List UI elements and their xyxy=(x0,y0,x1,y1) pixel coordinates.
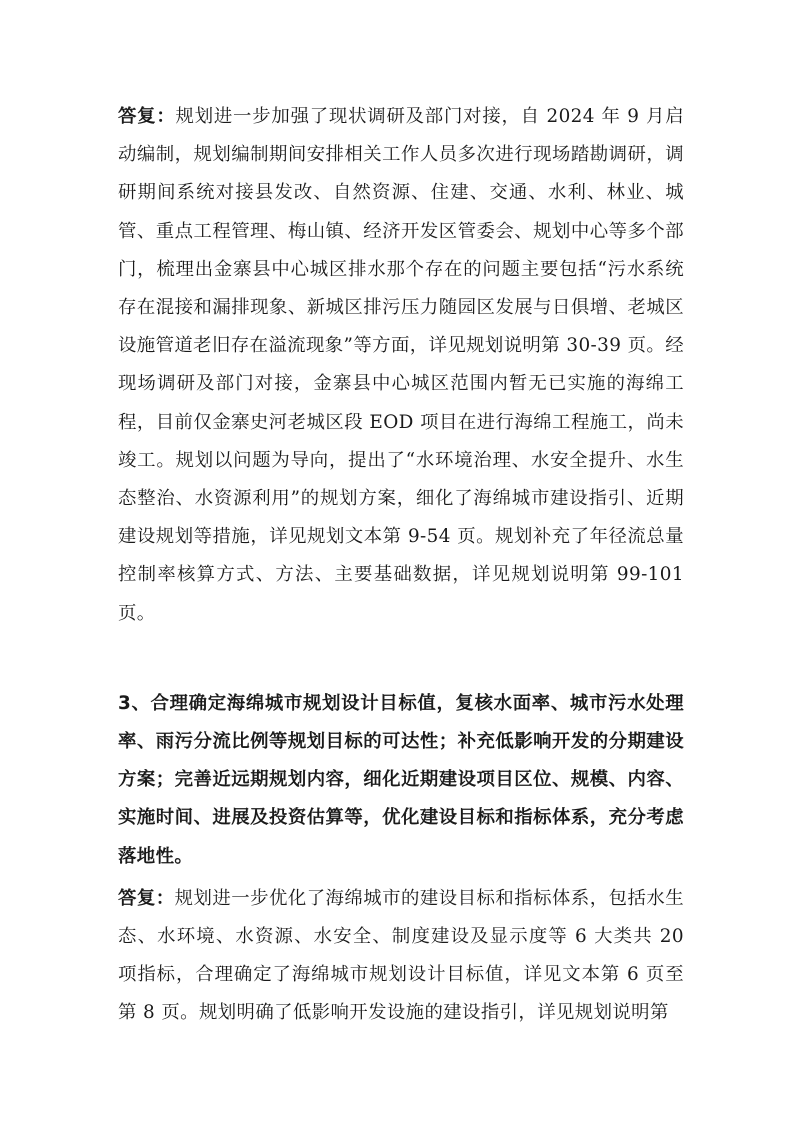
answer-paragraph-2 xyxy=(118,880,684,1033)
document-page xyxy=(118,98,684,1033)
answer-label: 答复： xyxy=(118,106,176,127)
answer-text: 规划进一步加强了现状调研及部门对接，自 2024 年 9 月启动编制，规划编制期间安排相关工作人员多次进行现场踏勘调研，调研期间系统对接县发改、自然资源、住建、交通、水利、林业、城管、重点工程管理、梅山镇、经济开发区管委会、规划中心等多个部门，梳理出金寨县中心城区排水那个存在的问题主要包括“污水系统存在混接和漏排现象、新城区排污压力随园区发展与日俱增、老城区设施管道老旧存在溢流现象”等方面，详见规划说明第 30-39 页。经现场调研及部门对接，金寨县中心城区范围内暂无已实施的海绵工程，目前仅金寨史河老城区段 EOD 项目在进行海绵工程施工，尚未竣工。规划以问题为导向，提出了“水环境治理、水安全提升、水生态整治、水资源利用”的规划方案，细化了海绵城市建设指引、近期建设规划等措施，详见规划文本第 9-54 页。规划补充了年径流总量控制率核算方式、方法、主要基础数据，详见规划说明第 99-101 页。 xyxy=(118,106,684,624)
answer-paragraph-1 xyxy=(118,98,684,633)
answer-label: 答复： xyxy=(118,887,175,909)
section-heading-3: 3、合理确定海绵城市规划设计目标值，复核水面率、城市污水处理率、雨污分流比例等规划目标的可达性；补充低影响开发的分期建设方案；完善近远期规划内容，细化近期建设项目区位、规模、内容、实施时间、进展及投资估算等，优化建设目标和指标体系，充分考虑落地性。 xyxy=(118,692,684,867)
answer-text: 规划进一步优化了海绵城市的建设目标和指标体系，包括水生态、水环境、水资源、水安全、制度建设及显示度等 6 大类共 20 项指标，合理确定了海绵城市规划设计目标值，详见文本第 6 页至第 8 页。规划明确了低影响开发设施的建设指引，详见规划说明第 xyxy=(118,887,684,1024)
